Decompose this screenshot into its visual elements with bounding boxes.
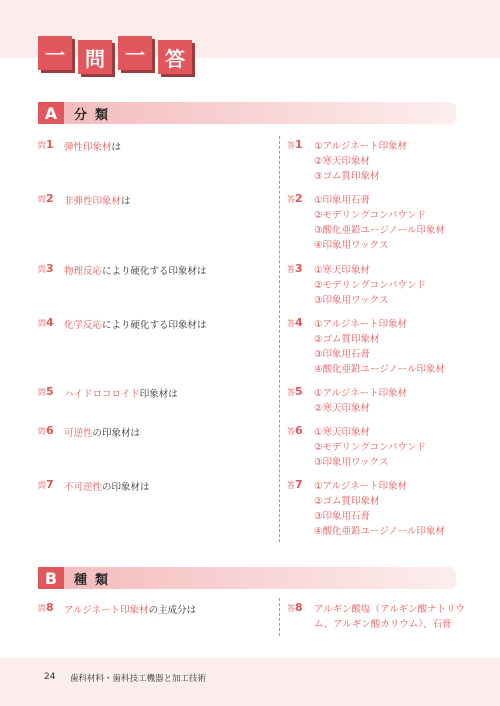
answer-item: ③ゴム質印象材 [314,171,380,182]
question-number: 問2 [38,192,54,205]
answer-item: アルギン酸塩（アルギン酸ナトリウ [314,604,466,615]
question-number: 問4 [38,316,54,329]
answer-list [314,602,465,632]
question-text: ハイドロコロイド印象材は [64,389,178,400]
answer-number: 答7 [287,478,303,491]
question-number: 問8 [38,601,54,614]
book-title: 歯科材料・歯科技工機器と加工技術 [70,674,207,684]
answer-number: 答8 [287,601,303,614]
answer-item: ③酸化亜鉛ユージノール印象材 [314,225,445,236]
question-text: 不可逆性の印象材は [64,482,150,493]
answer-number: 答2 [287,192,303,205]
section-title: 種類 [74,572,117,588]
title-tile: 答 [158,40,192,74]
answer-item: ②モデリングコンパウンド [314,210,426,221]
answer-item: ①アルジネート印象材 [314,141,408,152]
answer-number: 答1 [287,138,303,151]
answer-number: 答3 [287,262,303,275]
answer-item: ②モデリングコンパウンド [314,280,426,291]
answer-item: ②寒天印象材 [314,156,371,167]
answer-item: ②寒天印象材 [314,403,371,414]
question-number: 問7 [38,478,54,491]
column-divider [279,598,281,636]
question-number: 問6 [38,424,54,437]
title-tile: 問 [78,40,112,74]
answer-item: ④酸化亜鉛ユージノール印象材 [314,364,445,375]
answer-list [314,139,407,184]
answer-item: ①寒天印象材 [314,427,371,438]
answer-item: ②モデリングコンパウンド [314,442,426,453]
question-text: アルジネート印象材の主成分は [64,605,197,616]
answer-list [314,479,445,539]
answer-item: ①アルジネート印象材 [314,481,408,492]
answer-item: ③印象用ワックス [314,295,389,306]
answer-number: 答5 [287,385,303,398]
answer-item: ④酸化亜鉛ユージノール印象材 [314,526,445,537]
question-text: 非弾性印象材は [64,196,131,207]
section-title: 分類 [74,107,117,123]
answer-number: 答6 [287,424,303,437]
answer-list [314,425,426,470]
section-header-b [38,567,456,589]
answer-list [314,193,445,253]
question-number: 問3 [38,262,54,275]
answer-list [314,386,407,416]
question-text: 物理反応により硬化する印象材は [64,266,207,277]
answer-item: ③印象用石膏 [314,349,371,360]
answer-item: ①印象用石膏 [314,195,371,206]
section-letter: B [38,567,64,589]
answer-item: ①アルジネート印象材 [314,388,408,399]
section-header-a [38,102,456,124]
title-tile: 一 [38,36,72,70]
answer-list [314,317,445,377]
answer-item: ③印象用石膏 [314,511,371,522]
question-text: 可逆性の印象材は [64,428,141,439]
answer-number: 答4 [287,316,303,329]
page-title [38,36,192,74]
answer-item: ②ゴム質印象材 [314,334,380,345]
column-divider [279,136,281,542]
question-number: 問5 [38,385,54,398]
title-tile: 一 [118,36,152,70]
question-text: 弾性印象材は [64,142,122,153]
answer-item: ④印象用ワックス [314,240,389,251]
answer-item: ③印象用ワックス [314,457,389,468]
answer-item: ム、アルギン酸カリウム）、石膏 [314,619,452,630]
page-number: 24 [44,672,56,682]
answer-item: ①寒天印象材 [314,265,371,276]
answer-list [314,263,426,308]
question-text: 化学反応により硬化する印象材は [64,320,207,331]
question-number: 問1 [38,138,54,151]
answer-item: ①アルジネート印象材 [314,319,408,330]
section-letter: A [38,102,64,124]
answer-item: ②ゴム質印象材 [314,496,380,507]
